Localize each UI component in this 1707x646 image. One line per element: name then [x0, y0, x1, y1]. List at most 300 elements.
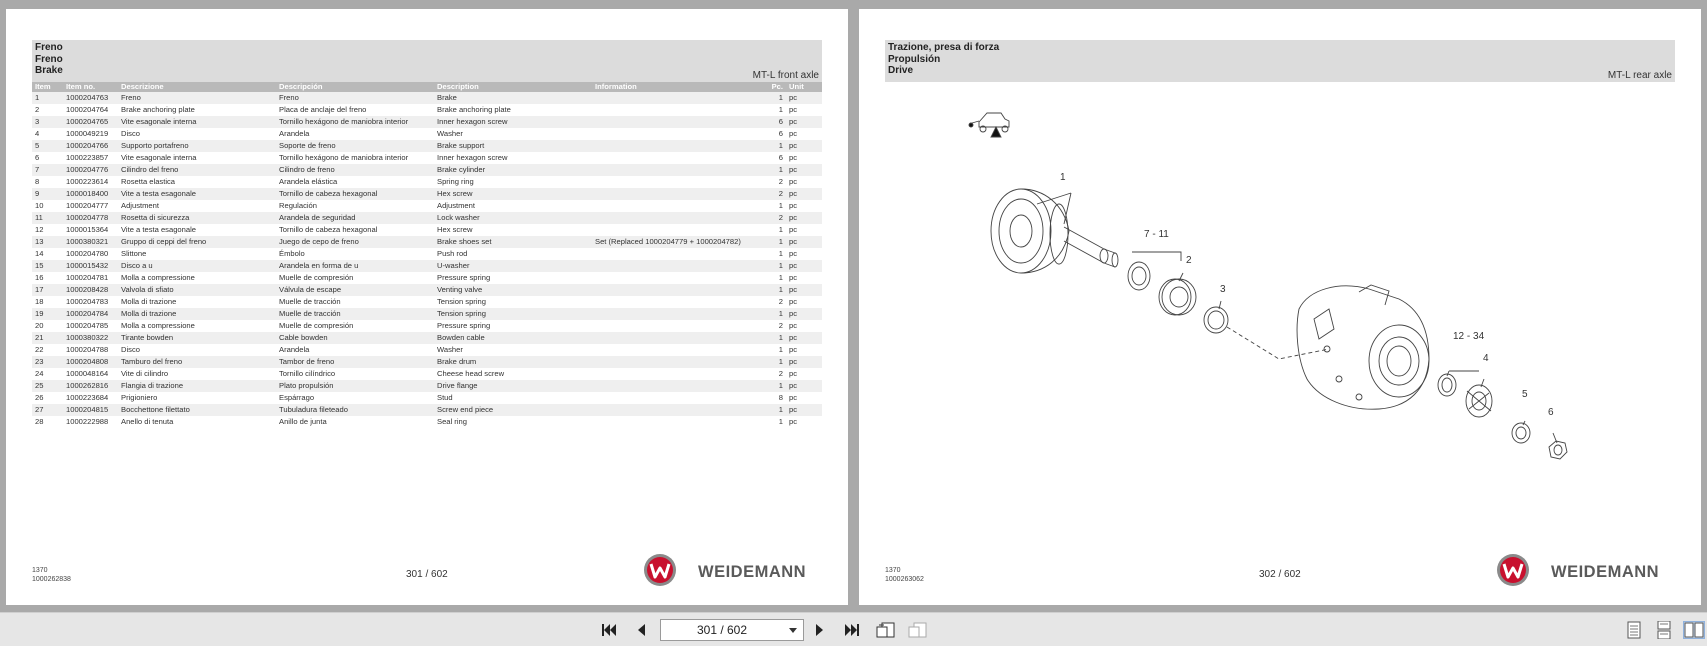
cell-descripcion: Tornillo cilíndrico — [279, 369, 336, 378]
cell-unit: pc — [789, 321, 798, 330]
table-row — [32, 140, 822, 152]
axle-label: MT-L rear axle — [1607, 70, 1672, 81]
cell-information — [592, 284, 752, 296]
cell-information — [592, 128, 752, 140]
cell-descrizione: Tamburo del freno — [118, 356, 276, 368]
page-selector[interactable] — [660, 619, 804, 641]
table-row — [32, 164, 822, 176]
cell-pc: 1 — [752, 140, 786, 152]
cell-item-no: 1000380322 — [63, 332, 118, 344]
cell-unit: pc — [789, 129, 798, 138]
table-row — [32, 416, 822, 428]
cell-descrizione: Disco a u — [118, 260, 276, 272]
cell-item: 21 — [32, 332, 63, 344]
cell-pc: 2 — [752, 188, 786, 200]
cell-description: Bowden cable — [434, 332, 592, 344]
footer-code-line: 1000262838 — [32, 575, 71, 583]
cell-information — [592, 248, 752, 260]
cell-pc: 2 — [752, 212, 786, 224]
cell-descripcion: Muelle de compresión — [279, 321, 354, 330]
cell-description: Lock washer — [434, 212, 592, 224]
table-row — [32, 308, 822, 320]
cell-descripcion: Placa de anclaje del freno — [279, 105, 367, 114]
cell-information: Set (Replaced 1000204779 + 1000204782) — [592, 236, 752, 248]
cell-information — [592, 260, 752, 272]
cell-unit: pc — [786, 92, 822, 104]
cell-unit: pc — [789, 273, 798, 282]
cell-item-no: 1000262816 — [63, 380, 118, 392]
cell-information — [592, 164, 752, 176]
cell-item: 7 — [32, 164, 63, 176]
last-page-icon — [843, 622, 861, 638]
cell-item-no: 1000204815 — [63, 404, 118, 416]
cell-description: Brake support — [434, 140, 592, 152]
cell-item: 4 — [35, 129, 40, 138]
cell-descripcion: Regulación — [279, 201, 317, 210]
cell-information — [592, 344, 752, 356]
cell-item-no: 1000223614 — [66, 177, 109, 186]
cell-item-no: 1000204808 — [63, 356, 118, 368]
cell-item: 24 — [35, 369, 44, 378]
cell-descrizione: Vite a testa esagonale — [121, 225, 197, 234]
table-row — [32, 332, 822, 344]
cell-unit: pc — [789, 105, 798, 114]
cell-item-no: 1000204778 — [63, 212, 118, 224]
left-page — [6, 9, 848, 605]
cell-item-no: 1000204765 — [63, 116, 118, 128]
cell-information — [592, 356, 752, 368]
cell-description: Tension spring — [434, 308, 592, 320]
cell-unit: pc — [789, 177, 798, 186]
drive-flange-part — [991, 189, 1118, 273]
col-header-descrizione: Descrizione — [118, 82, 276, 92]
cell-item-no: 1000380321 — [63, 236, 118, 248]
cell-descrizione: Disco — [121, 129, 140, 138]
weidemann-logo — [643, 553, 823, 587]
cell-pc: 1 — [752, 308, 786, 320]
cell-item-no: 1000015364 — [66, 225, 109, 234]
cell-information — [592, 404, 752, 416]
cell-descripcion: Arandela de seguridad — [276, 212, 434, 224]
axle-label: MT-L front axle — [752, 70, 819, 81]
cell-unit: pc — [789, 345, 798, 354]
cell-unit: pc — [786, 260, 822, 272]
single-page-icon — [1626, 621, 1642, 639]
cell-descripcion: Cable bowden — [276, 332, 434, 344]
cell-pc: 1 — [752, 380, 786, 392]
continuous-page-icon — [1656, 621, 1672, 639]
cell-pc: 2 — [778, 369, 783, 378]
callout-label: 5 — [1522, 389, 1528, 400]
cell-pc: 1 — [752, 356, 786, 368]
cell-descrizione: Molla a compressione — [121, 321, 195, 330]
cell-pc: 1 — [752, 164, 786, 176]
viewer-toolbar — [0, 612, 1707, 646]
callout-label: 2 — [1186, 255, 1192, 266]
cell-description: Brake cylinder — [434, 164, 592, 176]
cell-descrizione: Supporto portafreno — [118, 140, 276, 152]
table-row — [32, 152, 822, 164]
cell-descrizione: Freno — [118, 92, 276, 104]
cell-item: 23 — [32, 356, 63, 368]
weidemann-emblem-icon — [643, 553, 677, 587]
cell-descripcion: Anillo de junta — [279, 417, 327, 426]
cell-item-no: 1000204785 — [66, 321, 109, 330]
col-header-pc: Pc. — [752, 82, 786, 92]
cell-item: 16 — [35, 273, 44, 282]
table-row — [32, 380, 822, 392]
cell-descrizione: Adjustment — [121, 201, 159, 210]
cell-descripcion: Arandela elástica — [279, 177, 338, 186]
cell-descrizione: Molla di trazione — [118, 308, 276, 320]
cell-descripcion: Freno — [276, 92, 434, 104]
cell-description: Screw end piece — [434, 404, 592, 416]
cell-item: 9 — [32, 188, 63, 200]
cell-item-no: 1000223857 — [66, 153, 109, 162]
cell-pc: 8 — [778, 393, 783, 402]
cell-information — [592, 308, 752, 320]
table-row — [32, 188, 822, 200]
cell-information — [592, 416, 752, 428]
cell-pc: 2 — [778, 177, 783, 186]
page-number: 302 / 602 — [1259, 569, 1301, 580]
previous-page-icon — [634, 622, 648, 638]
footer-code — [885, 567, 924, 584]
cell-item-no: 1000018400 — [63, 188, 118, 200]
cell-item: 11 — [32, 212, 63, 224]
cell-information — [592, 92, 752, 104]
table-row — [32, 356, 822, 368]
cell-unit: pc — [786, 212, 822, 224]
go-forward-icon — [907, 621, 929, 639]
cell-unit: pc — [786, 332, 822, 344]
cell-description: Brake — [434, 92, 592, 104]
cell-descripcion: Tornillo de cabeza hexagonal — [276, 188, 434, 200]
title-spanish: Freno — [35, 53, 63, 65]
col-header-item-no: Item no. — [63, 82, 118, 92]
cell-pc: 1 — [752, 404, 786, 416]
last-page-button[interactable] — [841, 621, 863, 639]
cell-information — [592, 140, 752, 152]
cell-descripcion: Juego de cepo de freno — [276, 236, 434, 248]
cell-descripcion: Tambor de freno — [276, 356, 434, 368]
cell-item: 3 — [32, 116, 63, 128]
cell-description: Venting valve — [434, 284, 592, 296]
table-row — [32, 344, 822, 356]
next-page-icon — [813, 622, 827, 638]
cell-description: Hex screw — [434, 188, 592, 200]
col-header-information: Information — [592, 82, 752, 92]
table-row — [32, 272, 822, 284]
cell-descripcion: Cilindro de freno — [276, 164, 434, 176]
cell-item-no: 1000223684 — [66, 393, 109, 402]
cell-unit: pc — [789, 417, 798, 426]
col-header-description: Description — [434, 82, 592, 92]
next-page-button[interactable] — [809, 621, 831, 639]
cell-pc: 1 — [778, 249, 783, 258]
cell-unit: pc — [789, 153, 798, 162]
table-row — [32, 284, 822, 296]
cell-item: 20 — [35, 321, 44, 330]
cell-item: 10 — [35, 201, 44, 210]
callout-label: 4 — [1483, 353, 1489, 364]
cell-item: 5 — [32, 140, 63, 152]
cell-item-no: 1000204781 — [66, 273, 109, 282]
cell-item: 27 — [32, 404, 63, 416]
page-header — [32, 40, 822, 82]
cell-descrizione: Gruppo di ceppi del freno — [118, 236, 276, 248]
cell-description: U-washer — [434, 260, 592, 272]
cell-unit: pc — [786, 236, 822, 248]
brand-wordmark: WEIDEMANN — [1551, 563, 1660, 581]
title-english: Brake — [35, 65, 63, 76]
cell-description: Inner hexagon screw — [434, 116, 592, 128]
go-back-button[interactable] — [875, 621, 897, 639]
cell-descripcion: Émbolo — [279, 249, 305, 258]
cell-item: 25 — [32, 380, 63, 392]
cell-unit: pc — [786, 116, 822, 128]
cell-unit: pc — [786, 308, 822, 320]
cell-description: Drive flange — [434, 380, 592, 392]
cell-information — [592, 224, 752, 236]
cell-unit: pc — [786, 140, 822, 152]
cell-description: Tension spring — [437, 297, 486, 306]
right-page — [859, 9, 1701, 605]
cell-description: Adjustment — [437, 201, 475, 210]
cell-description: Push rod — [437, 249, 468, 258]
cell-item-no: 1000204784 — [63, 308, 118, 320]
cell-pc: 2 — [778, 321, 783, 330]
table-row — [32, 236, 822, 248]
cell-item: 17 — [32, 284, 63, 296]
cell-description: Pressure spring — [437, 273, 491, 282]
cell-information — [592, 368, 752, 380]
cell-unit: pc — [789, 225, 798, 234]
table-row — [32, 92, 822, 104]
table-row — [32, 116, 822, 128]
cell-description: Pressure spring — [437, 321, 491, 330]
cell-descrizione: Valvola di sfiato — [118, 284, 276, 296]
table-row — [32, 224, 822, 236]
page-number: 301 / 602 — [406, 569, 448, 580]
cell-information — [592, 332, 752, 344]
cell-description: Spring ring — [437, 177, 474, 186]
cell-item-no: 1000015432 — [63, 260, 118, 272]
footer-code-line: 1000263062 — [885, 575, 924, 583]
cell-item-no: 1000204777 — [66, 201, 109, 210]
cell-item-no: 1000208428 — [63, 284, 118, 296]
cell-descrizione: Vite di cilindro — [121, 369, 169, 378]
title-italian: Freno — [35, 42, 63, 53]
cell-item-no: 1000204780 — [66, 249, 109, 258]
cell-descrizione: Cilindro del freno — [118, 164, 276, 176]
cell-pc: 1 — [778, 201, 783, 210]
cell-unit: pc — [786, 356, 822, 368]
cell-description: Inner hexagon screw — [437, 153, 508, 162]
cell-descrizione: Rosetta elastica — [121, 177, 176, 186]
table-row — [32, 320, 822, 332]
cell-pc: 1 — [778, 345, 783, 354]
lock-washer-part — [1512, 423, 1530, 443]
table-row — [32, 368, 822, 380]
cell-item-no: 1000204788 — [66, 345, 109, 354]
cell-descripcion: Tornillo hexágono de maniobra interior — [276, 116, 434, 128]
cell-item: 15 — [32, 260, 63, 272]
cell-unit: pc — [786, 164, 822, 176]
cell-descripcion: Válvula de escape — [276, 284, 434, 296]
cell-information — [592, 380, 752, 392]
cell-unit: pc — [786, 404, 822, 416]
cell-information — [592, 116, 752, 128]
first-page-button[interactable] — [598, 621, 620, 639]
cell-information — [592, 104, 752, 116]
cell-descrizione: Vite esagonale interna — [118, 116, 276, 128]
callout-label: 7 - 11 — [1144, 229, 1169, 240]
cell-unit: pc — [789, 201, 798, 210]
go-back-icon — [875, 621, 897, 639]
cell-pc: 1 — [752, 92, 786, 104]
cell-item-no: 1000204783 — [66, 297, 109, 306]
cell-descripcion: Tornillo de cabeza hexagonal — [279, 225, 378, 234]
cell-pc: 1 — [752, 260, 786, 272]
cell-information — [592, 152, 752, 164]
cell-unit: pc — [786, 284, 822, 296]
cell-item-no: 1000204776 — [63, 164, 118, 176]
col-header-unit: Unit — [786, 82, 822, 92]
cell-description: Stud — [437, 393, 453, 402]
single-page-view-button[interactable] — [1623, 621, 1645, 639]
cell-descrizione: Anello di tenuta — [121, 417, 174, 426]
parts-table-body — [32, 92, 822, 428]
cell-descrizione: Tirante bowden — [118, 332, 276, 344]
cell-unit: pc — [786, 380, 822, 392]
go-forward-button[interactable] — [907, 621, 929, 639]
two-page-icon — [1684, 622, 1704, 638]
cell-item: 14 — [35, 249, 44, 258]
cell-item: 8 — [35, 177, 40, 186]
cell-description: Hex screw — [437, 225, 473, 234]
cell-pc: 6 — [752, 116, 786, 128]
exploded-parts-diagram — [859, 9, 1701, 605]
cell-item: 12 — [35, 225, 44, 234]
cell-description: Brake shoes set — [434, 236, 592, 248]
cell-unit: pc — [789, 393, 798, 402]
callout-label: 3 — [1220, 284, 1226, 295]
cell-descrizione: Flangia di trazione — [118, 380, 276, 392]
continuous-view-button[interactable] — [1653, 621, 1675, 639]
cell-pc: 1 — [778, 225, 783, 234]
col-header-descripcion: Descripción — [276, 82, 434, 92]
cell-descripcion: Arandela — [279, 345, 310, 354]
title-english: Drive — [888, 65, 914, 76]
cell-descripcion: Arandela — [279, 129, 310, 138]
cell-pc: 1 — [778, 273, 783, 282]
table-row — [32, 176, 822, 188]
cell-description: Seal ring — [437, 417, 467, 426]
first-page-icon — [600, 622, 618, 638]
cell-item: 2 — [35, 105, 40, 114]
cell-descrizione: Slittone — [121, 249, 147, 258]
cell-pc: 6 — [778, 129, 783, 138]
cell-descrizione: Vite a testa esagonale — [118, 188, 276, 200]
cell-information — [592, 320, 752, 332]
cell-pc: 2 — [778, 297, 783, 306]
table-row — [32, 212, 822, 224]
cell-item-no: 1000204763 — [63, 92, 118, 104]
cell-item-no: 1000222988 — [66, 417, 109, 426]
cell-unit: pc — [786, 188, 822, 200]
callout-label: 1 — [1060, 172, 1066, 183]
cell-descrizione: Rosetta di sicurezza — [118, 212, 276, 224]
cell-pc: 6 — [778, 153, 783, 162]
cell-descripcion: Plato propulsión — [276, 380, 434, 392]
footer-code-line: 1370 — [32, 567, 48, 574]
cell-description: Washer — [437, 345, 463, 354]
cell-descrizione: Disco — [121, 345, 140, 354]
cell-descripcion: Soporte de freno — [276, 140, 434, 152]
cell-description: Washer — [437, 129, 463, 138]
seal-ring-part — [1438, 374, 1456, 396]
cell-unit: pc — [789, 297, 798, 306]
cell-item: 26 — [35, 393, 44, 402]
table-row — [32, 260, 822, 272]
chevron-down-icon[interactable] — [789, 628, 797, 633]
cell-descripcion: Espárrago — [279, 393, 315, 402]
cell-pc: 1 — [752, 332, 786, 344]
cell-pc: 1 — [778, 105, 783, 114]
col-header-item: Item — [32, 82, 63, 92]
cell-item: 19 — [32, 308, 63, 320]
table-header-row — [32, 82, 822, 92]
cell-unit: pc — [789, 249, 798, 258]
weidemann-logo — [1496, 553, 1676, 587]
cell-information — [592, 188, 752, 200]
table-row — [32, 128, 822, 140]
table-row — [32, 248, 822, 260]
cell-information — [592, 212, 752, 224]
cell-item: 6 — [35, 153, 40, 162]
cell-descripcion: Tubuladura fileteado — [276, 404, 434, 416]
cell-information — [592, 272, 752, 284]
table-row — [32, 200, 822, 212]
cell-descrizione: Molla a compressione — [121, 273, 195, 282]
cell-information — [592, 176, 752, 188]
machine-icon — [969, 113, 1009, 137]
cell-item: 1 — [32, 92, 63, 104]
nut-part — [1549, 441, 1567, 459]
cell-item: 28 — [35, 417, 44, 426]
cell-item-no: 1000049219 — [66, 129, 109, 138]
table-row — [32, 296, 822, 308]
brand-wordmark: WEIDEMANN — [698, 563, 807, 581]
cell-unit: pc — [789, 369, 798, 378]
previous-page-button[interactable] — [630, 621, 652, 639]
two-page-view-button[interactable] — [1683, 621, 1705, 639]
cell-information — [592, 392, 752, 404]
cell-descrizione: Prigioniero — [121, 393, 158, 402]
title-spanish: Propulsión — [888, 53, 941, 65]
cell-descrizione: Bocchettone filettato — [118, 404, 276, 416]
cell-item-no: 1000204766 — [63, 140, 118, 152]
cell-descripcion: Tornillo hexágono de maniobra interior — [279, 153, 409, 162]
cell-item-no: 1000048164 — [66, 369, 109, 378]
parts-table — [32, 82, 822, 428]
table-row — [32, 392, 822, 404]
cell-pc: 1 — [752, 284, 786, 296]
title-italian: Trazione, presa di forza — [888, 42, 1000, 53]
table-row — [32, 104, 822, 116]
weidemann-emblem-icon — [1496, 553, 1530, 587]
